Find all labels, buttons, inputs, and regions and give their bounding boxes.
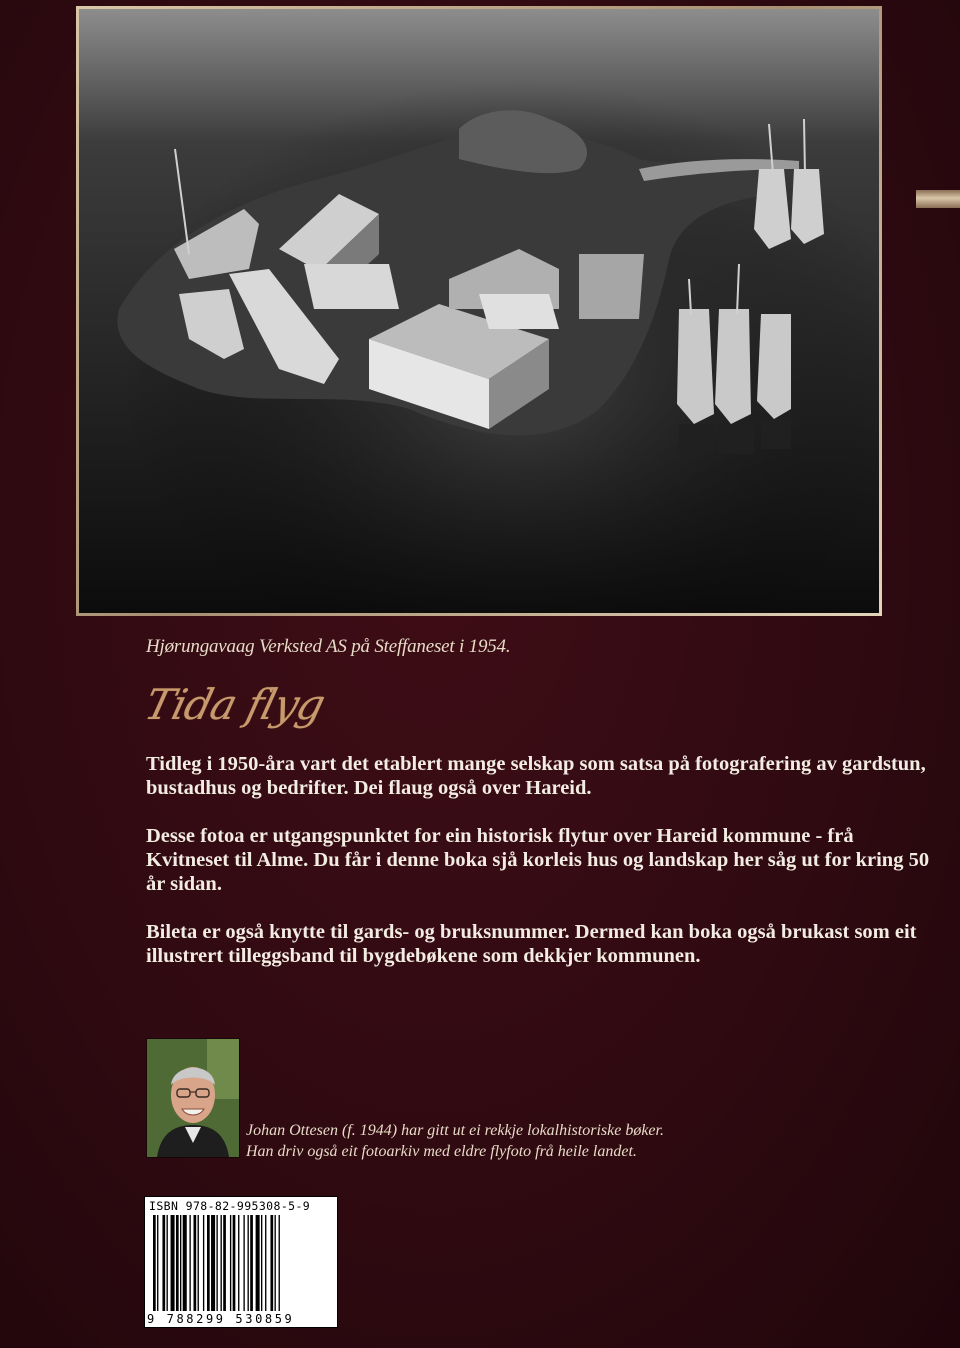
barcode-bar: [189, 1215, 190, 1311]
barcode-bar: [233, 1215, 236, 1311]
barcode-bar: [261, 1215, 262, 1311]
barcode-bar: [203, 1215, 204, 1311]
barcode-digits: 9 788299 530859: [147, 1312, 295, 1326]
barcode-bar: [248, 1215, 249, 1311]
barcode-bar: [167, 1215, 168, 1311]
barcode-bar: [265, 1215, 266, 1311]
barcode-bar: [238, 1215, 239, 1311]
barcode-bar: [243, 1215, 244, 1311]
barcode-bar: [256, 1215, 260, 1311]
barcode-bar: [153, 1215, 156, 1311]
barcode-bar: [230, 1215, 231, 1311]
aerial-photo-frame: [76, 6, 882, 616]
barcode-bar: [157, 1215, 158, 1311]
barcode-bar: [180, 1215, 181, 1311]
author-portrait-image: [147, 1039, 239, 1157]
decorative-edge-band: [916, 190, 960, 208]
author-caption: [246, 1120, 664, 1162]
barcode-bar: [211, 1215, 215, 1311]
aerial-photo-shipyard: [79, 9, 879, 613]
barcode-bar: [194, 1215, 197, 1311]
author-portrait: [146, 1038, 240, 1158]
blurb-paragraph: Tidleg i 1950-åra vart det etablert mange selskap som satsa på fotografering av gardstun, bustadhus og bedrifter. Dei flaug også over Hareid.: [146, 753, 926, 799]
barcode-bars: [145, 1213, 337, 1327]
barcode-bar: [207, 1215, 210, 1311]
book-title: Tida flyg: [139, 680, 330, 729]
barcode-bar: [223, 1215, 226, 1311]
barcode-bar: [216, 1215, 217, 1311]
barcode-bar: [279, 1215, 280, 1311]
barcode-bar: [171, 1215, 175, 1311]
barcode-bar: [183, 1215, 187, 1311]
author-caption-line: Han driv også eit fotoarkiv med eldre flyfoto frå heile landet.: [246, 1143, 637, 1160]
photo-caption: Hjørungavaag Verksted AS på Steffaneset i 1954.: [146, 636, 511, 657]
barcode-bar: [221, 1215, 222, 1311]
barcode-bar: [250, 1215, 253, 1311]
isbn-label: ISBN 978-82-995308-5-9: [149, 1199, 311, 1213]
blurb-text: [146, 752, 936, 992]
barcode-bar: [162, 1215, 165, 1311]
blurb-paragraph: Desse fotoa er utgangspunktet for ein historisk flytur over Hareid kommune - frå Kvitneset til Alme. Du får i denne boka sjå korleis hus og landskap her såg ut for kring 50 år sidan.: [146, 825, 930, 895]
barcode-bar: [270, 1215, 273, 1311]
author-caption-line: Johan Ottesen (f. 1944) har gitt ut ei rekkje lokalhistoriske bøker.: [246, 1122, 664, 1139]
blurb-paragraph: Bileta er også knytte til gards- og bruksnummer. Dermed kan boka også brukast som eit illustrert tilleggsband til bygdebøkene som dekkjer kommunen.: [146, 921, 917, 967]
isbn-barcode: [144, 1196, 338, 1328]
barcode-bar: [176, 1215, 179, 1311]
barcode-bar: [198, 1215, 199, 1311]
barcode-bar: [275, 1215, 276, 1311]
